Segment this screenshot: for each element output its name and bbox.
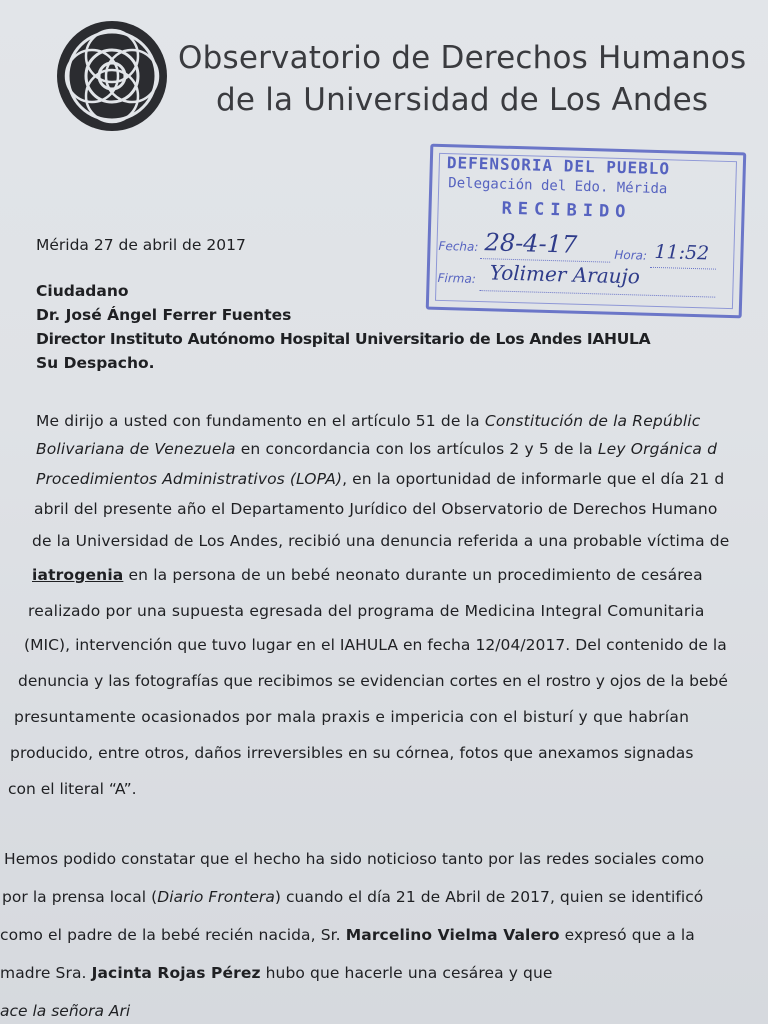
p1-line9: denuncia y las fotografías que recibimos se evidencian cortes en el rostro y ojos de la bebé [18,672,728,690]
recipient-name: Dr. José Ángel Ferrer Fuentes [36,306,292,324]
p1-line10: presuntamente ocasionados por mala praxis e impericia con el bisturí y que habrían [14,708,690,726]
stamp-subtitle: Delegación del Edo. Mérida [448,175,668,198]
constitution-reference: Constitución de la Repúblic [484,412,701,430]
p1-line4: abril del presente año el Departamento Jurídico del Observatorio de Derechos Humano [34,500,718,518]
p1-line3-text: , en la oportunidad de informarle que el día 21 d [342,470,725,488]
organization-name-line1: Observatorio de Derechos Humanos [178,40,747,76]
stamp-firma-label: Firma: [437,270,477,286]
stamp-hora-label: Hora: [614,247,648,263]
stamp-firma-value: Yolimer Araujo [489,260,641,289]
stamp-status: RECIBIDO [501,198,632,223]
p1-line2-text: en concordancia con los artículos 2 y 5 de la [235,440,598,458]
p2-line4-text-a: madre Sra. [0,964,92,982]
p2-line3-text-a: como el padre de la bebé recién nacida, Sr. [0,926,346,944]
p1-line12: con el literal “A”. [8,780,137,798]
received-stamp [426,144,747,319]
p2-line3-text-c: expresó que a la [559,926,695,944]
p1-line1 [36,412,700,430]
p2-line2-text-a: por la prensa local ( [2,888,158,906]
recipient-office: Su Despacho. [36,354,155,372]
p1-line6 [32,566,703,584]
stamp-fecha-label: Fecha: [438,238,479,254]
p2-line4-text-c: hubo que hacerle una cesárea y que [260,964,553,982]
iatrogenia-term: iatrogenia [32,566,124,584]
p1-line8: (MIC), intervención que tuvo lugar en el IAHULA en fecha 12/04/2017. Del contenido de la [24,636,727,654]
lopa-reference: Procedimientos Administrativos (LOPA) [36,470,343,488]
p2-line2-text-c: ) cuando el día 21 de Abril de 2017, quien se identificó [274,888,704,906]
p1-line3 [36,470,724,488]
p1-line6-text: en la persona de un bebé neonato durante un procedimiento de cesárea [123,566,703,584]
p1-line2 [36,440,717,458]
country-reference: Bolivariana de Venezuela [36,440,236,458]
p1-line11: producido, entre otros, daños irreversibles en su córnea, fotos que anexamos signadas [10,744,694,762]
p1-line5: de la Universidad de Los Andes, recibió una denuncia referida a una probable víctima de [32,532,730,550]
p2-line5: ace la señora Ari [0,1002,131,1020]
organization-name-line2: de la Universidad de Los Andes [216,82,709,118]
stamp-title: DEFENSORIA DEL PUEBLO [446,153,671,179]
newspaper-reference: Diario Frontera [157,888,275,906]
mother-name: Jacinta Rojas Pérez [91,964,261,982]
p1-line7: realizado por una supuesta egresada del programa de Medicina Integral Comunitaria [28,602,705,620]
father-name: Marcelino Vielma Valero [345,926,560,944]
letter-date: Mérida 27 de abril de 2017 [36,236,246,254]
recipient-salutation: Ciudadano [36,282,129,300]
stamp-fecha-value: 28-4-17 [484,228,578,259]
stamp-hora-value: 11:52 [654,240,710,265]
recipient-title: Director Instituto Autónomo Hospital Universitario de Los Andes IAHULA [36,330,651,348]
p2-line1: Hemos podido constatar que el hecho ha sido noticioso tanto por las redes sociales como [4,850,705,868]
p2-line3 [0,926,695,944]
p2-line4 [0,964,553,982]
p1-line1-text: Me dirijo a usted con fundamento en el artículo 51 de la [36,412,485,430]
law-reference: Ley Orgánica d [597,440,718,458]
p2-line2 [2,888,703,906]
concentric-circles-logo-icon [56,20,168,132]
